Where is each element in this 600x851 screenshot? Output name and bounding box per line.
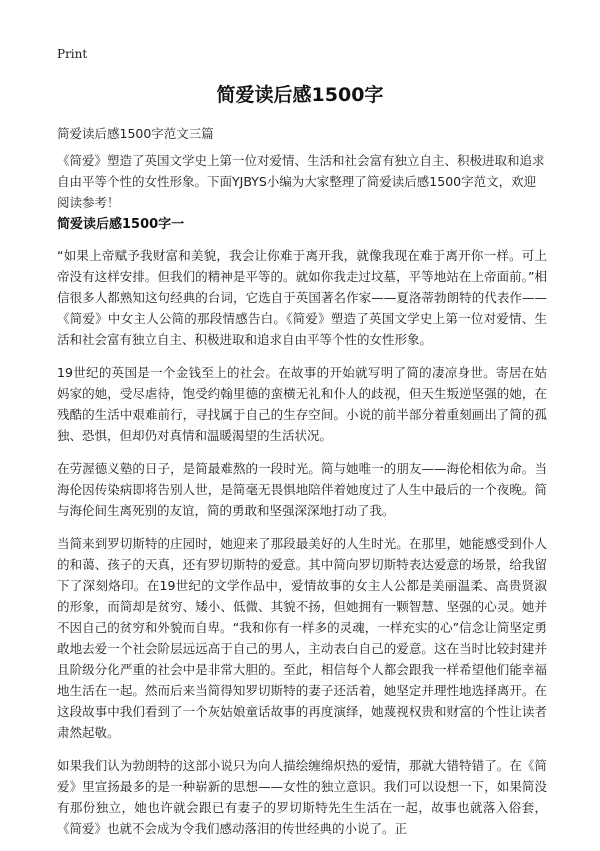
body-paragraph-4: 当简来到罗切斯特的庄园时，她迎来了那段最美好的人生时光。在那里，她能感受到仆人的和蔼、孩子的天真，还有罗切斯特的爱意。其中简向罗切斯特表达爱意的场景，给我留下了深刻烙印。在19世纪的文学作品中，爱情故事的女主人公都是美丽温柔、高贵贤淑的形象，而简却是贫穷、矮小、低微、其貌不扬，但她拥有一颗智慧、坚强的心灵。她并不因自己的贫穷和外貌而自卑。“我和你有一样多的灵魂，一样充实的心”信念让简坚定勇敢地去爱一个社会阶层远远高于自己的男人，主动表白自己的爱意。这在当时比较封建并且阶级分化严重的社会中是非常大胆的。至此，相信每个人都会跟我一样希望他们能幸福地生活在一起。然而后来当简得知罗切斯特的妻子还活着，她坚定并理性地选择离开。在这段故事中我们看到了一个灰姑娘童话故事的再度演绎，她蔑视权贵和财富的个性让读者肃然起敬。 xyxy=(57,536,547,740)
intro-paragraph: 《简爱》塑造了英国文学史上第一位对爱情、生活和社会富有独立自主、积极进取和追求自由平等个性的女性形象。下面YJBYS小编为大家整理了简爱读后感1500字范文，欢迎阅读参考！ xyxy=(57,153,545,210)
print-link[interactable]: Print xyxy=(57,47,88,61)
body-paragraph-2: 19世纪的英国是一个金钱至上的社会。在故事的开始就写明了简的凄凉身世。寄居在姑妈家的她，受尽虐待，饱受约翰里德的蛮横无礼和仆人的歧视，但天生叛逆坚强的她，在残酷的生活中艰难前行，寻找属于自己的生存空间。小说的前半部分着重刻画出了简的孤独、恐惧，但却仍对真情和温暖渴望的生活状况。 xyxy=(57,365,547,443)
body-paragraph-5: 如果我们认为勃朗特的这部小说只为向人描绘缠绵炽热的爱情，那就大错特错了。在《简爱》里宣扬最多的是一种崭新的思想——女性的独立意识。我们可以设想一下，如果简没有那份独立，她也许就会跟已有妻子的罗切斯特先生生活在一起，故事也就落入俗套，《简爱》也就不会成为令我们感动落泪的传世经典的小说了。正 xyxy=(57,758,547,836)
body-paragraph-3: 在劳渥德义塾的日子，是简最难熬的一段时光。简与她唯一的朋友——海伦相依为命。当海伦因传染病即将告别人世，是简毫无畏惧地陪伴着她度过了人生中最后的一个夜晚。简与海伦间生离死别的友谊，简的勇敢和坚强深深地打动了我。 xyxy=(57,461,547,518)
body-paragraph-1: “如果上帝赋予我财富和美貌，我会让你难于离开我，就像我现在难于离开你一样。可上帝没有这样安排。但我们的精神是平等的。就如你我走过坟墓，平等地站在上帝面前。”相信很多人都熟知这句经典的台词，它选自于英国著名作家——夏洛蒂勃朗特的代表作——《简爱》中女主人公简的那段情感告白。《简爱》塑造了英国文学史上第一位对爱情、生活和社会富有独立自主、积极进取和追求自由平等个性的女性形象。 xyxy=(57,248,547,347)
page-title: 简爱读后感1500字 xyxy=(216,84,384,106)
section-heading: 简爱读后感1500字一 xyxy=(57,217,185,232)
document-subtitle: 简爱读后感1500字范文三篇 xyxy=(57,126,214,141)
article-body xyxy=(57,245,547,851)
